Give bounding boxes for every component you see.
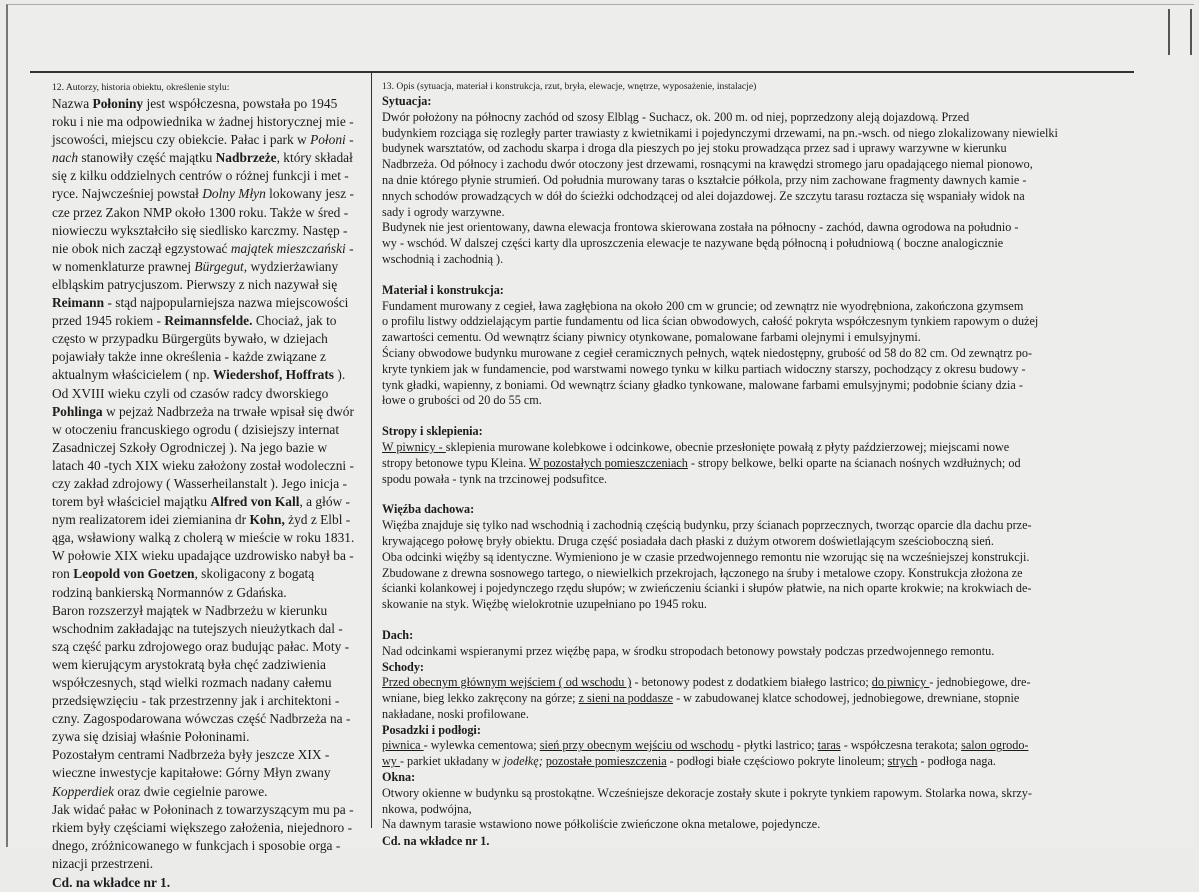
text-run: oraz dwie cegielnie parowe. (113, 783, 268, 799)
underlined-term: salon ogrodo- (961, 738, 1029, 753)
text-run: torem był właściciel majątku (52, 494, 211, 510)
text-run: ryce. Najwcześniej powstał (52, 186, 203, 202)
text-line (52, 801, 368, 819)
text-line (52, 638, 368, 656)
text-run: Jak widać pałac w Połoninach z towarzyszącym mu pa - (52, 801, 354, 817)
text-run: jscowości, miejscu czy obiekcie. Pałac i park w (52, 132, 311, 148)
underlined-term: z sieni na poddasze (578, 691, 674, 706)
text-line (382, 644, 1077, 660)
text-line (382, 597, 1077, 613)
text-line (52, 222, 368, 240)
column-divider (371, 73, 372, 828)
text-run: wieczne inwestycje kapitałowe: Górny Młyn zwany (52, 765, 331, 781)
text-run: nie obok nich zaczął egzystować (52, 240, 231, 256)
text-run: zywa się dzisiaj właśnie Połoninami. (52, 729, 250, 745)
section-title: Okna: (382, 770, 416, 785)
history-text (52, 95, 368, 873)
section (382, 770, 1077, 833)
text-run: przed 1945 rokiem - (52, 313, 165, 329)
section (382, 94, 1077, 268)
text-run: - stąd najpopularniejsza nazwa miejscowości (104, 295, 349, 311)
text-line (382, 393, 1077, 409)
underlined-term: taras (817, 738, 841, 753)
text-run: - podłoga naga. (917, 754, 996, 769)
text-line (382, 707, 1077, 723)
text-line (382, 157, 1077, 173)
text-line (52, 819, 368, 837)
text-run: W połowie XIX wieku upadające uzdrowisko nabył ba - (52, 548, 354, 564)
text-run: kryte tynkiem jak w fundamencie, pod warstwami nowego tynku w kilku partiach widoczny starszy, pochodzący z okresu budowy - (382, 361, 1026, 376)
underlined-term: strych (887, 754, 918, 769)
section (382, 487, 1077, 613)
text-run: Baron rozszerzył majątek w Nadbrzeżu w kierunku (52, 602, 328, 618)
text-line (52, 421, 368, 439)
text-run: przedsięwzięciu - tak przestrzenny jak i architektoni - (52, 693, 340, 709)
text-run: - wylewka cementowa; (423, 738, 540, 753)
text-run: - współczesna terakota; (840, 738, 962, 753)
bold-term: Alfred von Kall (210, 494, 300, 510)
italic-term: jodełkę; (503, 754, 543, 769)
text-line (382, 566, 1077, 582)
text-run: Więźba znajduje się tylko nad wschodnią i zachodnią częścią budynku, przy ścianach poprzecznych, tworząc oparcie dla dachu prze- (382, 518, 1032, 533)
text-line (382, 299, 1077, 315)
text-run: żyd z Elbl - (284, 512, 351, 528)
text-run: spodu powała - tynk na trzcinowej podsufitce. (382, 471, 608, 486)
text-line (382, 472, 1077, 488)
bold-term: Połoniny (92, 96, 144, 111)
text-run: pojawiały także inne określenia - każde związane z (52, 349, 326, 365)
section (382, 409, 1077, 487)
bold-term: Kohn, (249, 512, 285, 528)
text-run: współczesnych, stąd wielki rozmach nadany całemu (52, 675, 332, 690)
text-run: Zasadniczej Szkoły Ogrodniczej ). Na jego bazie w (52, 439, 328, 455)
text-line (382, 220, 1077, 236)
text-line (52, 385, 368, 403)
italic-term: Połoni - (310, 132, 354, 148)
text-run: na dnie którego płynie strumień. Od południa murowany taras o kształcie półkola, przy nim zachowane fragmenty dawnych kamie - (382, 172, 1027, 187)
text-run: nizacji przestrzeni. (52, 855, 154, 871)
text-line (52, 113, 368, 131)
text-line (382, 675, 1077, 691)
text-line (382, 550, 1077, 566)
text-line (52, 837, 368, 855)
text-run: , a głów - (299, 494, 351, 510)
text-line (52, 348, 368, 366)
italic-term: Dolny Młyn (202, 186, 266, 202)
text-line (382, 802, 1077, 818)
text-run: sklepienia murowane kolebkowe i odcinkowe, obecnie przesłonięte powałą z płyty paździerzowej; miejscami nowe (445, 439, 1010, 454)
text-line (52, 167, 368, 185)
description-header: 13. Opis (sytuacja, materiał i konstrukcja, rzut, bryła, elewacje, wnętrze, wyposażenie, instalacje) (382, 81, 757, 92)
underlined-term: pozostałe pomieszczenia (545, 754, 667, 769)
history-column (52, 80, 368, 892)
text-run: Nazwa (52, 96, 93, 111)
text-run: często w przypadku Bürgergüts bywało, w dziejach (52, 331, 328, 347)
text-line (52, 330, 368, 348)
text-line (382, 330, 1077, 346)
text-line (52, 276, 368, 294)
text-run: Zbudowane z drewna sosnowego tartego, o niewielkich przekrojach, łączonego na śruby i metalowe czopy. Konstrukcja złożona ze (382, 565, 1023, 580)
text-run: Otwory okienne w budynku są prostokątne. Wcześniejsze dekoracje zostały skute i pokryte tynkiem rapowym. Stolarka nowa, skrzy- (382, 785, 1032, 800)
text-line (382, 817, 1077, 833)
text-line (382, 754, 1077, 770)
text-line (382, 173, 1077, 189)
section-title: Więźba dachowa: (382, 502, 475, 517)
text-line (52, 746, 368, 764)
text-line (52, 95, 368, 113)
text-run: budynek warsztatów, od zachodu skarpa i droga dla pieszych po jej stoku prowadząca przez sad i uprawy warzywne w kierunku (382, 141, 1007, 156)
text-line (52, 855, 368, 873)
text-run: sady i ogrody warzywne. (382, 204, 505, 219)
bold-term: Reimann (52, 295, 105, 311)
text-run: - parkiet układany w (399, 754, 504, 769)
text-run: ąga, wsławiony walką z cholerą w mieście w roku 1831. (52, 530, 355, 546)
text-run: niowieczu wykształciło się siedlisko karczmy. Następ - (52, 222, 348, 238)
underlined-term: wy (382, 754, 400, 769)
underlined-term: do piwnicy (871, 675, 930, 690)
text-line (52, 312, 368, 330)
text-line (52, 656, 368, 674)
text-line (382, 362, 1077, 378)
text-line (382, 126, 1077, 142)
text-line (382, 314, 1077, 330)
text-line (52, 710, 368, 728)
text-run: wniane, bieg lekko zakręcony na górze; (382, 691, 579, 706)
text-line (52, 511, 368, 529)
text-line (52, 547, 368, 565)
text-run: wschodnią i zachodnią ). (382, 251, 504, 266)
text-run: , skoligacony z bogatą (194, 566, 315, 582)
description-sections (382, 94, 1077, 833)
text-line (52, 439, 368, 457)
section-title: Dach: (382, 627, 414, 642)
text-run: się z kilku oddzielnych centrów o różnej funkcji i met - (52, 168, 349, 184)
bold-term: Leopold von Goetzen (73, 566, 195, 582)
text-run: w otoczeniu francuskiego ogrodu ( dzisiejszy internat (52, 421, 340, 437)
text-run: - podłogi białe częściowo pokryte linoleum; (666, 754, 888, 769)
text-run: Oba odcinki więźby są identyczne. Wymieniono je w czasie przedwojennego remontu nie wzorując się na wcześniejszej konstrukcji. (382, 549, 1030, 564)
underlined-term: piwnica (382, 738, 424, 753)
text-run: , wydzierżawiany (243, 258, 339, 274)
text-line (382, 691, 1077, 707)
text-line (52, 493, 368, 511)
history-header: 12. Autorzy, historia obiektu, określenie stylu: (52, 82, 230, 93)
text-run: wschodnim zakładając na tutejszych nieużytkach dal - (52, 620, 343, 636)
italic-term: Bürgegut (194, 258, 244, 274)
text-line (52, 728, 368, 746)
description-continuation-note: Cd. na wkładce nr 1. (382, 834, 490, 849)
text-run: Na dawnym tarasie wstawiono nowe półkoliście zwieńczone okna metalowe, pojedyncze. (382, 817, 821, 832)
text-run: w nomenklaturze prawnej (52, 258, 195, 274)
text-line (382, 346, 1077, 362)
text-run: - betonowy podest z dodatkiem białego lastrico; (631, 675, 872, 690)
text-run: rkiem były częściami większego założenia, niejednoro - (52, 819, 353, 835)
text-run: nakładane, noski profilowane. (382, 706, 529, 721)
text-run: stanowiły część majątku (78, 150, 216, 166)
text-run: Nad odcinkami wspieranymi przez więźbę papa, w środku stropodach betonowy powstały podczas przedwojennego remontu. (382, 643, 995, 658)
text-line (382, 456, 1077, 472)
bold-term: Wiedershof, Hoffrats (213, 367, 335, 383)
description-column (382, 80, 1077, 850)
text-run: - jednobiegowe, dre- (929, 675, 1031, 690)
text-line (52, 529, 368, 547)
section-title: Materiał i konstrukcja: (382, 282, 504, 297)
text-line (382, 534, 1077, 550)
text-run: Nadbrzeża. Od północy i zachodu dwór otoczony jest drzewami, rosnącymi na krawędzi stromego jaru opadającego niemal pionowo, (382, 157, 1033, 172)
section-title: Schody: (382, 659, 424, 674)
corner-frame-mark (1168, 9, 1192, 55)
text-line (52, 565, 368, 583)
text-run: latach 40 -tych XIX wieku założony został wodoleczni - (52, 457, 354, 473)
text-line (52, 149, 368, 167)
text-run: - płytki lastrico; (733, 738, 818, 753)
text-run: elbląskim patrycjuszom. Pierwszy z nich nazywał się (52, 276, 338, 292)
text-line (382, 252, 1077, 268)
text-line (382, 738, 1077, 754)
text-line (382, 189, 1077, 205)
text-run: Dwór położony na północny zachód od szosy Elbląg - Suchacz, ok. 200 m. od niej, poprzedzony aleją dojazdową. Przed (382, 109, 970, 124)
text-run: cze przez Zakon NMP około 1300 roku. Także w śred - (52, 204, 349, 220)
text-line (382, 236, 1077, 252)
section-title: Posadzki i podłogi: (382, 722, 481, 737)
text-run: w pejzaż Nadbrzeża na trwałe wpisał się dwór (102, 403, 354, 419)
text-run: tynk gładki, wapienny, z boniami. Od wewnątrz ściany gładko tynkowane, malowane farbami emulsyjnymi; podobnie ściany dzia - (382, 377, 1023, 392)
section (382, 613, 1077, 660)
text-run: nnych schodów prowadzących w dół do ścieżki odchodzącej od alei dojazdowej. Ze szczytu tarasu roztacza się wspaniały widok na (382, 188, 1025, 203)
text-line (382, 141, 1077, 157)
text-run: - (345, 240, 354, 256)
text-run: wem kierującym arystokratą była chęć zadziwienia (52, 656, 327, 672)
text-run: jest współczesna, powstała po 1945 (143, 96, 338, 111)
text-run: stropy betonowe typu Kleina. (382, 455, 530, 470)
text-run: zawartości cementu. Od wewnątrz ściany piwnicy otynkowane, pomalowane farbami olejnymi i emulsyjnymi. (382, 330, 921, 345)
text-run: nym realizatorem idei ziemianina dr (52, 512, 250, 528)
text-line (382, 581, 1077, 597)
text-line (382, 378, 1077, 394)
text-run: skowanie na styk. Więźbę wielokrotnie uzupełniano po 1945 roku. (382, 597, 707, 612)
text-run: lokowany jesz - (265, 186, 354, 202)
text-run: czy zakład zdrojowy ( Wasserheilanstalt ). Jego inicja - (52, 475, 348, 491)
text-line (382, 440, 1077, 456)
text-line (52, 620, 368, 638)
text-line (52, 131, 368, 149)
text-run: budynkiem rozciąga się rozległy parter trawiasty z kwietnikami i pojedynczymi drzewami, na pn.-wsch. od niego zlokalizowany niewielki (382, 125, 1058, 140)
text-run: - w zabudowanej klatce schodowej, jednobiegowe, drewniane, stopnie (673, 691, 1020, 706)
text-line (52, 602, 368, 620)
text-run: czny. Zagospodarowana wówczas część Nadbrzeża na - (52, 711, 351, 727)
text-run: krywającego połowę bryły obiektu. Druga część posiadała dach płaski z dużym otworem doświetlającym sześcioboczną sień. (382, 533, 994, 548)
text-line (52, 185, 368, 203)
text-run: wy - wschód. W dalszej części karty dla uproszczenia elewacje te nazywane będą północną i południową ( boczne analogicznie (382, 236, 1004, 251)
text-line (52, 366, 368, 384)
section-title: Sytuacja: (382, 94, 432, 108)
text-line (52, 240, 368, 258)
text-run: ron (52, 566, 74, 582)
text-line (52, 475, 368, 493)
text-run: o profilu listwy oddzielającym partie fundamentu od lica ścian obwodowych, całość pokryta współczesnym tynkiem rapowym o dużej (382, 314, 1039, 329)
text-run: rodziną bankierską Normannów z Gdańska. (52, 584, 287, 600)
text-run: Budynek nie jest orientowany, dawna elewacja frontowa skierowana została na północny - zachód, dawna ogrodowa na południo - (382, 220, 1019, 235)
top-rule (30, 71, 1134, 73)
text-run: łowe o grubości od 20 do 55 cm. (382, 393, 542, 408)
underlined-term: Przed obecnym głównym wejściem ( od wschodu ) (382, 675, 632, 690)
text-run: ). (334, 367, 346, 383)
text-run: szą część parku zdrojowego oraz budując pałac. Moty - (52, 638, 350, 654)
italic-term: nach (52, 150, 79, 166)
text-run: aktualnym właścicielem ( np. (52, 367, 214, 383)
text-line (52, 764, 368, 782)
text-run: - stropy belkowe, belki oparte na ścianach nośnych wzdłużnych; od (687, 455, 1021, 470)
text-line (52, 204, 368, 222)
underlined-term: sień przy obecnym wejściu od wschodu (539, 738, 734, 753)
text-run: ścianki kolankowej i pojedynczego rzędu słupów; w zwieńczeniu ścianki i słupów płatwie, na nich oparte krokwie; na krokwiach de- (382, 581, 1032, 596)
text-run: Chociaż, jak to (252, 313, 337, 329)
bold-term: Nadbrzeże (215, 150, 277, 166)
italic-term: majątek mieszczański (230, 240, 346, 256)
text-run: dnego, zróżnicowanego w funkcjach i sposobie orga - (52, 837, 341, 853)
text-run: roku i nie ma odpowiednika w żadnej historycznej mie - (52, 114, 354, 130)
text-run: Ściany obwodowe budynku murowane z cegieł ceramicznych pełnych, wątek niedostępny, grubość od 58 do 82 cm. Od zewnątrz po- (382, 345, 1033, 360)
section (382, 723, 1077, 770)
text-line (52, 258, 368, 276)
text-line (382, 205, 1077, 221)
text-line (52, 674, 368, 692)
text-run: , który składał (276, 150, 353, 166)
text-run: Pozostałym centrami Nadbrzeża były jeszcze XIX - (52, 747, 330, 763)
section (382, 660, 1077, 723)
section-title: Stropy i sklepienia: (382, 424, 483, 439)
bold-term: Pohlinga (52, 403, 103, 419)
underlined-term: W pozostałych pomieszczeniach (529, 455, 688, 470)
text-run: Od XVIII wieku czyli od czasów radcy dworskiego (52, 385, 329, 401)
section (382, 268, 1077, 409)
text-line (52, 403, 368, 421)
text-line (52, 692, 368, 710)
text-line (52, 294, 368, 312)
italic-term: Kopperdiek (52, 783, 114, 799)
text-line (52, 584, 368, 602)
text-line (382, 518, 1077, 534)
text-line (382, 786, 1077, 802)
text-line (382, 110, 1077, 126)
text-line (52, 457, 368, 475)
text-run: Fundament murowany z cegieł, ława zagłębiona na około 200 cm w gruncie; od zewnątrz nie wyodrębniona, zakończona gzymsem (382, 298, 1024, 313)
underlined-term: W piwnicy - (382, 439, 446, 454)
text-line (52, 783, 368, 801)
bold-term: Reimannsfelde. (164, 313, 253, 329)
text-run: nkowa, podwójna, (382, 801, 472, 816)
history-continuation-note: Cd. na wkładce nr 1. (52, 875, 171, 891)
